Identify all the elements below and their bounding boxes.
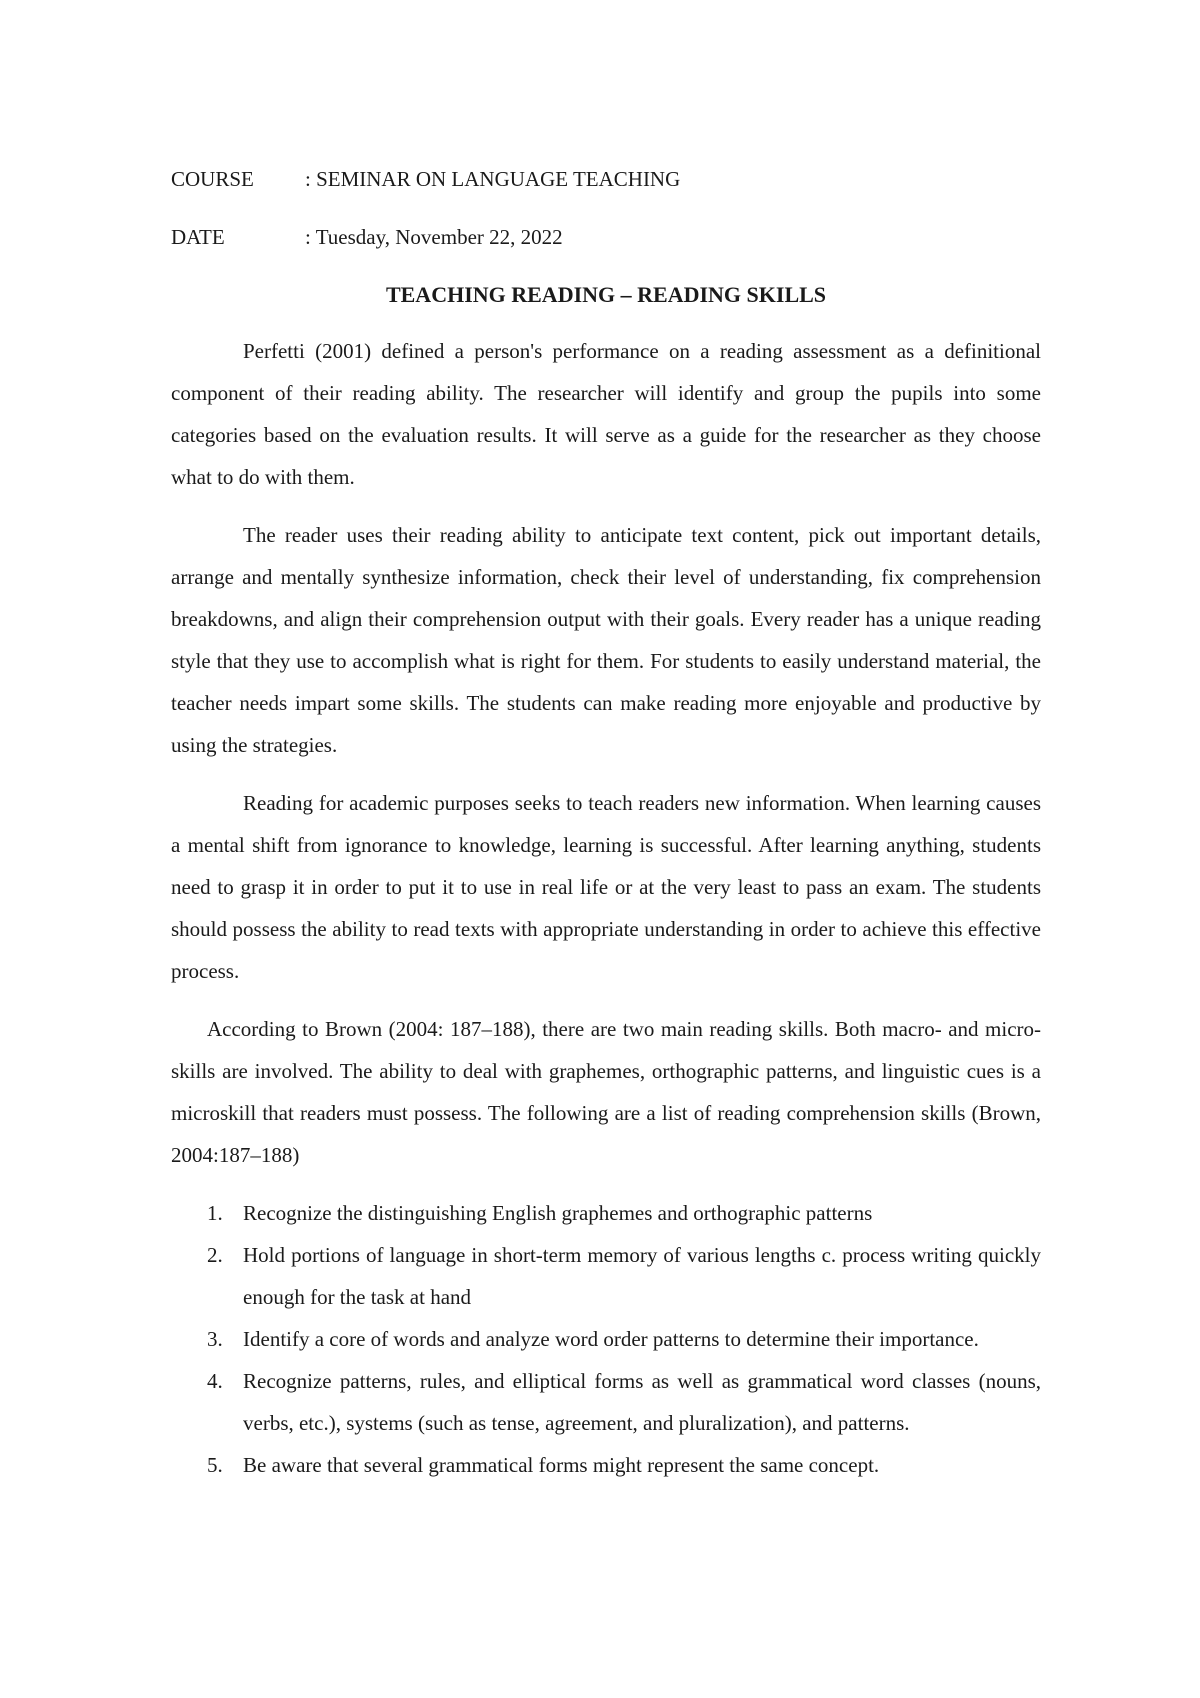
list-item-text: Recognize patterns, rules, and elliptical forms as well as grammatical word classes (nouns, verbs, etc.), systems (such as tense, agreement, and pluralization), and patterns.: [243, 1369, 1041, 1435]
date-value: : Tuesday, November 22, 2022: [305, 225, 563, 249]
list-item-number: 2.: [207, 1243, 223, 1267]
course-label: COURSE: [171, 167, 254, 191]
list-item-text: Be aware that several grammatical forms might represent the same concept.: [243, 1453, 880, 1477]
list-item-text: Identify a core of words and analyze word order patterns to determine their importance.: [243, 1327, 979, 1351]
paragraph-4: According to Brown (2004: 187–188), there are two main reading skills. Both macro- and micro-skills are involved. The ability to deal with graphemes, orthographic patterns, and linguistic cues is a microskill that readers must possess. The following are a list of reading comprehension skills (Brown, 2004:187–188): [171, 1017, 1041, 1167]
list-item-number: 4.: [207, 1369, 223, 1393]
list-item-text: Hold portions of language in short-term memory of various lengths c. process writing quickly enough for the task at hand: [243, 1243, 1041, 1309]
paragraph-1: Perfetti (2001) defined a person's performance on a reading assessment as a definitional component of their reading ability. The researcher will identify and group the pupils into some categories based on the evaluation results. It will serve as a guide for the researcher as they choose what to do with them.: [171, 339, 1041, 489]
skills-list: [171, 1192, 1041, 1486]
list-item-text: Recognize the distinguishing English graphemes and orthographic patterns: [243, 1201, 873, 1225]
course-row: [171, 158, 1041, 200]
paragraph-2: The reader uses their reading ability to anticipate text content, pick out important details, arrange and mentally synthesize information, check their level of understanding, fix comprehension breakdowns, and align their comprehension output with their goals. Every reader has a unique reading style that they use to accomplish what is right for them. For students to easily understand material, the teacher needs impart some skills. The students can make reading more enjoyable and productive by using the strategies.: [171, 523, 1041, 757]
course-value: : SEMINAR ON LANGUAGE TEACHING: [305, 167, 681, 191]
paragraph-3: Reading for academic purposes seeks to teach readers new information. When learning causes a mental shift from ignorance to knowledge, learning is successful. After learning anything, students need to grasp it in order to put it to use in real life or at the very least to pass an exam. The students should possess the ability to read texts with appropriate understanding in order to achieve this effective process.: [171, 791, 1041, 983]
date-row: [171, 216, 1041, 258]
list-item: [171, 1360, 1041, 1444]
list-item: [171, 1192, 1041, 1234]
list-item: [171, 1234, 1041, 1318]
list-item: [171, 1318, 1041, 1360]
list-item-number: 1.: [207, 1201, 223, 1225]
list-item-number: 5.: [207, 1453, 223, 1477]
document-body: [171, 158, 1041, 1486]
document-title: TEACHING READING – READING SKILLS: [385, 282, 827, 307]
list-item: [171, 1444, 1041, 1486]
date-label: DATE: [171, 225, 225, 249]
list-item-number: 3.: [207, 1327, 223, 1351]
